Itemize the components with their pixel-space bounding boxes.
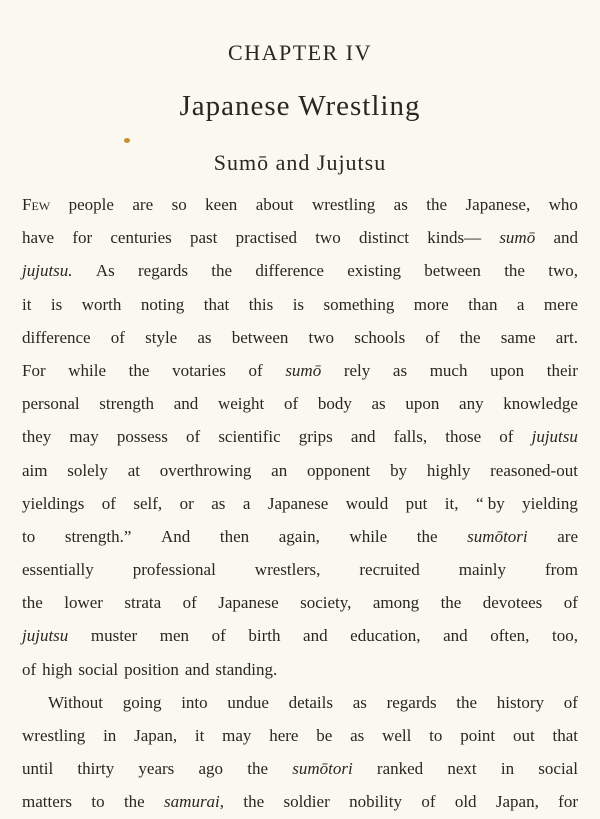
word: Japan, bbox=[495, 792, 539, 812]
word: opponent bbox=[307, 460, 371, 480]
word: of bbox=[563, 593, 578, 613]
word: it bbox=[194, 726, 205, 745]
word: men bbox=[159, 626, 190, 646]
word: of bbox=[425, 327, 440, 347]
word: reasoned-out bbox=[490, 460, 578, 480]
word: that bbox=[203, 294, 230, 314]
text-line bbox=[22, 387, 578, 420]
text-line bbox=[22, 188, 578, 221]
word: out bbox=[512, 726, 535, 745]
word: distinct bbox=[358, 228, 409, 248]
word: from bbox=[544, 560, 578, 580]
word: lower bbox=[64, 593, 103, 613]
word: a bbox=[242, 493, 251, 513]
body-text bbox=[22, 188, 578, 819]
word: a bbox=[516, 294, 525, 314]
word: the bbox=[440, 593, 462, 613]
word: two bbox=[315, 228, 341, 248]
word: and bbox=[350, 427, 376, 447]
text-line bbox=[22, 487, 578, 520]
word: essentially bbox=[22, 560, 94, 580]
word: and bbox=[553, 228, 578, 248]
word: samurai, bbox=[164, 792, 225, 812]
word: the bbox=[416, 526, 438, 546]
word: scientific bbox=[218, 427, 281, 447]
word: is bbox=[292, 294, 305, 314]
word: of bbox=[248, 360, 263, 380]
word: again, bbox=[278, 526, 320, 546]
word: ago bbox=[198, 759, 224, 779]
word: difference bbox=[22, 327, 91, 347]
text-line bbox=[22, 254, 578, 287]
text-line bbox=[22, 288, 578, 321]
word: wrestlers, bbox=[254, 560, 321, 580]
word: while bbox=[349, 526, 388, 546]
paragraph bbox=[22, 686, 578, 819]
text-line bbox=[22, 785, 578, 818]
word: mere bbox=[543, 294, 578, 314]
word: matters bbox=[22, 792, 73, 812]
word: as bbox=[371, 394, 386, 414]
word: As bbox=[95, 261, 115, 281]
word: standing. bbox=[215, 659, 278, 679]
word: jujutsu bbox=[22, 626, 69, 646]
word: next bbox=[447, 759, 477, 779]
word: the bbox=[459, 327, 481, 347]
word: ranked bbox=[376, 759, 424, 779]
word: they bbox=[22, 427, 52, 447]
word: for bbox=[558, 792, 578, 812]
word: yieldings bbox=[22, 493, 85, 513]
word: among bbox=[372, 593, 420, 613]
word: nobility bbox=[349, 792, 402, 812]
word: aim bbox=[22, 460, 48, 480]
word: Japanese bbox=[218, 593, 279, 613]
word: society, bbox=[300, 593, 352, 613]
word: wrestling bbox=[311, 195, 376, 214]
word: And bbox=[161, 526, 191, 546]
word: into bbox=[181, 692, 208, 712]
text-line bbox=[22, 653, 578, 686]
word: is bbox=[50, 294, 63, 314]
word: sumō bbox=[499, 228, 536, 248]
word: personal bbox=[22, 394, 80, 414]
word: something bbox=[323, 294, 395, 314]
text-line bbox=[22, 321, 578, 354]
word: put bbox=[405, 493, 428, 513]
word: the bbox=[247, 759, 269, 779]
word: Few bbox=[22, 195, 51, 214]
word: soldier bbox=[283, 792, 330, 812]
word: strength bbox=[99, 394, 155, 414]
word: to bbox=[22, 526, 36, 546]
word: highly bbox=[426, 460, 471, 480]
word: going bbox=[122, 692, 162, 712]
word: regards bbox=[386, 692, 437, 712]
word: at bbox=[127, 460, 140, 480]
word: “ by bbox=[475, 493, 505, 513]
word: years bbox=[138, 759, 175, 779]
word: the bbox=[22, 593, 43, 613]
word: votaries bbox=[172, 360, 226, 380]
text-line bbox=[22, 619, 578, 652]
word: two, bbox=[548, 261, 578, 281]
word: position bbox=[124, 659, 179, 679]
word: people bbox=[68, 195, 114, 214]
word: that bbox=[552, 726, 578, 745]
text-line bbox=[22, 553, 578, 586]
text-line bbox=[22, 221, 578, 254]
word: sumōtori bbox=[292, 759, 353, 779]
word: birth bbox=[248, 626, 281, 646]
word: of bbox=[182, 593, 197, 613]
word: regards bbox=[137, 261, 189, 281]
word: may bbox=[222, 726, 252, 745]
chapter-label: CHAPTER IV bbox=[228, 40, 372, 65]
word: falls, bbox=[393, 427, 428, 447]
word: of bbox=[563, 692, 578, 712]
word: undue bbox=[227, 692, 269, 712]
word: or bbox=[179, 493, 194, 513]
word: of bbox=[211, 626, 226, 646]
word: Without bbox=[48, 692, 104, 712]
word: muster bbox=[90, 626, 138, 646]
word: any bbox=[459, 394, 484, 414]
word: of bbox=[110, 327, 125, 347]
word: it bbox=[22, 294, 32, 314]
word: too, bbox=[551, 626, 578, 646]
word: body bbox=[317, 394, 352, 414]
word: their bbox=[546, 360, 578, 380]
word: wrestling bbox=[22, 726, 86, 745]
word: in bbox=[500, 759, 515, 779]
word: as bbox=[197, 327, 212, 347]
word: Japan, bbox=[134, 726, 178, 745]
word: Japanese bbox=[267, 493, 329, 513]
text-line bbox=[22, 752, 578, 785]
word: may bbox=[69, 427, 99, 447]
word: more bbox=[413, 294, 449, 314]
word: the bbox=[128, 360, 150, 380]
word: of bbox=[22, 659, 37, 679]
word: sumō bbox=[285, 360, 322, 380]
word: solely bbox=[67, 460, 108, 480]
word: between bbox=[231, 327, 289, 347]
word: overthrowing bbox=[159, 460, 252, 480]
word: the bbox=[504, 261, 525, 281]
word: to bbox=[91, 792, 105, 812]
word: of bbox=[499, 427, 514, 447]
word: would bbox=[345, 493, 389, 513]
text-line bbox=[22, 520, 578, 553]
text-line bbox=[22, 586, 578, 619]
word: grips bbox=[298, 427, 333, 447]
text-line bbox=[22, 354, 578, 387]
word: the bbox=[243, 792, 265, 812]
word: recruited bbox=[359, 560, 420, 580]
word: strata bbox=[124, 593, 162, 613]
word: and bbox=[173, 394, 199, 414]
word: in bbox=[103, 726, 117, 745]
word: to bbox=[429, 726, 443, 745]
word: possess bbox=[116, 427, 168, 447]
word: For bbox=[22, 360, 46, 380]
word: upon bbox=[490, 360, 525, 380]
word: style bbox=[145, 327, 178, 347]
word: here bbox=[269, 726, 299, 745]
word: it, bbox=[444, 493, 459, 513]
word: this bbox=[248, 294, 274, 314]
word: weight bbox=[217, 394, 265, 414]
word: of bbox=[186, 427, 201, 447]
word: while bbox=[68, 360, 107, 380]
word: mainly bbox=[458, 560, 506, 580]
word: the bbox=[123, 792, 145, 812]
word: existing bbox=[347, 261, 402, 281]
word: worth bbox=[81, 294, 122, 314]
text-line bbox=[22, 454, 578, 487]
text-line bbox=[22, 719, 578, 752]
word: are bbox=[132, 195, 154, 214]
word: history bbox=[496, 692, 545, 712]
word: so bbox=[171, 195, 187, 214]
word: be bbox=[316, 726, 333, 745]
word: past bbox=[189, 228, 218, 248]
word: social bbox=[538, 759, 578, 779]
word: an bbox=[271, 460, 288, 480]
word: the bbox=[211, 261, 233, 281]
word: and bbox=[303, 626, 328, 646]
word: of bbox=[101, 493, 116, 513]
word: knowledge bbox=[503, 394, 578, 414]
word: upon bbox=[405, 394, 440, 414]
word: until bbox=[22, 759, 54, 779]
word: between bbox=[424, 261, 481, 281]
word: then bbox=[219, 526, 250, 546]
text-line bbox=[22, 686, 578, 719]
word: have bbox=[22, 228, 55, 248]
word: Japanese, bbox=[465, 195, 531, 214]
word: art. bbox=[555, 327, 578, 347]
word: the bbox=[426, 195, 448, 214]
word: as bbox=[393, 195, 408, 214]
word: and bbox=[184, 659, 210, 679]
word: the bbox=[456, 692, 478, 712]
word: noting bbox=[140, 294, 185, 314]
word: centuries bbox=[110, 228, 172, 248]
word: those bbox=[445, 427, 482, 447]
word: kinds— bbox=[427, 228, 482, 248]
word: rely bbox=[343, 360, 371, 380]
word: self, bbox=[133, 493, 163, 513]
word: of bbox=[283, 394, 299, 414]
word: same bbox=[500, 327, 536, 347]
word: well bbox=[382, 726, 412, 745]
word: professional bbox=[132, 560, 216, 580]
word: keen bbox=[205, 195, 238, 214]
word: as bbox=[392, 360, 408, 380]
word: about bbox=[255, 195, 294, 214]
word: yielding bbox=[522, 493, 578, 513]
word: jujutsu bbox=[531, 427, 578, 447]
word: often, bbox=[490, 626, 530, 646]
word: devotees bbox=[482, 593, 543, 613]
word: difference bbox=[255, 261, 324, 281]
word: two bbox=[308, 327, 335, 347]
word: who bbox=[548, 195, 578, 214]
word: point bbox=[460, 726, 496, 745]
text-line bbox=[22, 420, 578, 453]
word: as bbox=[211, 493, 226, 513]
word: high bbox=[42, 659, 73, 679]
paragraph bbox=[22, 188, 578, 686]
word: than bbox=[468, 294, 498, 314]
word: as bbox=[350, 726, 365, 745]
word: by bbox=[390, 460, 408, 480]
word: old bbox=[454, 792, 477, 812]
word: much bbox=[429, 360, 468, 380]
word: are bbox=[557, 526, 578, 546]
word: education, bbox=[350, 626, 421, 646]
word: sumōtori bbox=[467, 526, 528, 546]
word: practised bbox=[235, 228, 297, 248]
word: thirty bbox=[77, 759, 115, 779]
chapter-title: Japanese Wrestling bbox=[179, 90, 421, 122]
chapter-subtitle: Sumō and Jujutsu bbox=[213, 150, 387, 175]
ink-spot bbox=[124, 138, 130, 143]
word: for bbox=[72, 228, 93, 248]
word: details bbox=[288, 692, 333, 712]
word: jujutsu. bbox=[22, 261, 73, 281]
word: strength.” bbox=[64, 526, 132, 546]
word: as bbox=[352, 692, 367, 712]
word: of bbox=[421, 792, 436, 812]
word: and bbox=[443, 626, 468, 646]
word: schools bbox=[354, 327, 406, 347]
word: social bbox=[78, 659, 119, 679]
